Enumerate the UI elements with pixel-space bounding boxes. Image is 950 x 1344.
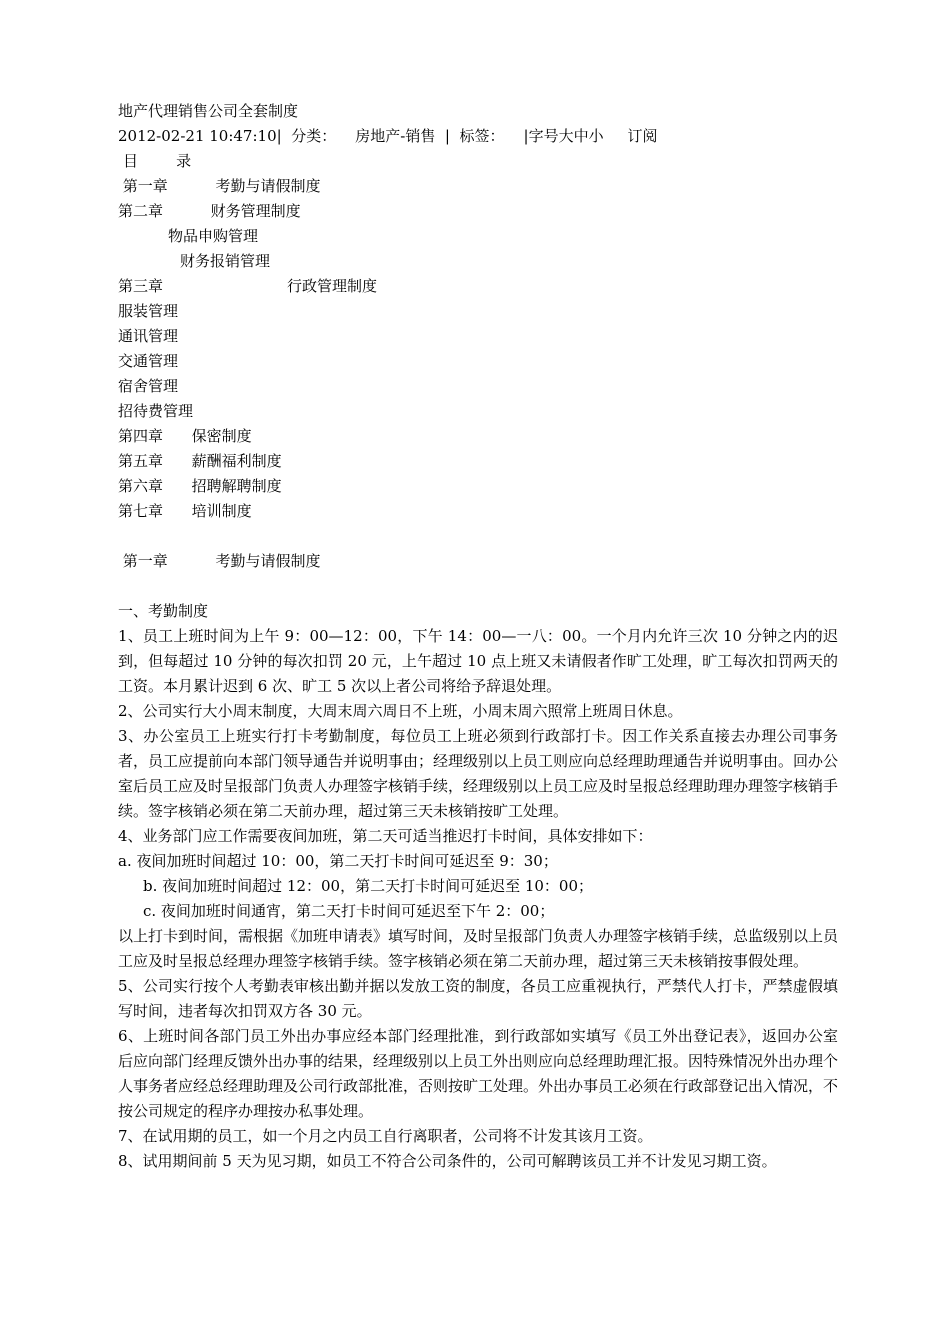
chapter-heading: 第一章 考勤与请假制度 (118, 552, 321, 570)
toc-item: 物品申购管理 (168, 227, 259, 245)
document-title: 地产代理销售公司全套制度 (118, 102, 299, 120)
toc-heading: 目 录 (123, 152, 192, 170)
list-item: a. 夜间加班时间超过 10：00，第二天打卡时间可延迟至 9：30； (118, 852, 558, 870)
paragraph: 4、业务部门应工作需要夜间加班，第二天可适当推迟打卡时间，具体安排如下： (118, 827, 653, 845)
toc-item: 第六章 招聘解聘制度 (118, 477, 282, 495)
toc-item: 通讯管理 (118, 327, 179, 345)
toc-item: 交通管理 (118, 352, 179, 370)
toc-item: 第五章 薪酬福利制度 (118, 452, 282, 470)
paragraph: 3、办公室员工上班实行打卡考勤制度，每位员工上班必须到行政部打卡。因工作关系直接去办理公司事务者，员工应提前向本部门领导通告并说明事由；经理级别以上员工则应向总经理助理通告并说明事由。回办公室后员工应及时呈报部门负责人办理签字核销手续，经理级别以上员工应及时呈报总经理助理办理签字核销手续。签字核销必须在第二天前办理，超过第三天未核销按旷工处理。 (118, 727, 839, 820)
toc-item: 招待费管理 (118, 402, 194, 420)
paragraph: 以上打卡到时间，需根据《加班申请表》填写时间，及时呈报部门负责人办理签字核销手续，总监级别以上员工应及时呈报总经理办理签字核销手续。签字核销必须在第二天前办理，超过第三天未核销按事假处理。 (118, 927, 839, 970)
toc-item: 宿舍管理 (118, 377, 179, 395)
toc-item: 第四章 保密制度 (118, 427, 252, 445)
section-heading: 一、考勤制度 (118, 602, 209, 620)
toc-item: 第一章 考勤与请假制度 (118, 177, 321, 195)
toc-item: 财务报销管理 (180, 252, 271, 270)
paragraph: 1、员工上班时间为上午 9：00—12：00，下午 14：00—一八：00。一个月内允许三次 10 分钟之内的迟到，但每超过 10 分钟的每次扣罚 20 元，上午超过 10 点上班又未请假者作旷工处理，旷工每次扣罚两天的工资。本月累计迟到 6 次、旷工 5 次以上者公司将给予辞退处理。 (118, 627, 838, 695)
paragraph: 6、上班时间各部门员工外出办事应经本部门经理批准，到行政部如实填写《员工外出登记表》，返回办公室后应向部门经理反馈外出办事的结果，经理级别以上员工外出则应向总经理助理汇报。因特殊情况外出办理个人事务者应经总经理助理及公司行政部批准，否则按旷工处理。外出办事员工必须在行政部登记出入情况，不按公司规定的程序办理按办私事处理。 (118, 1027, 839, 1120)
paragraph: 5、公司实行按个人考勤表审核出勤并据以发放工资的制度，各员工应重视执行，严禁代人打卡，严禁虚假填写时间，违者每次扣罚双方各 30 元。 (118, 977, 838, 1020)
paragraph: 2、公司实行大小周末制度，大周末周六周日不上班，小周末周六照常上班周日休息。 (118, 702, 683, 720)
list-item: b. 夜间加班时间超过 12：00，第二天打卡时间可延迟至 10：00； (143, 877, 594, 895)
list-item: c. 夜间加班时间通宵，第二天打卡时间可延迟至下午 2：00； (143, 902, 555, 920)
toc-item: 第三章 行政管理制度 (118, 277, 377, 295)
toc-item: 第二章 财务管理制度 (118, 202, 301, 220)
paragraph: 7、在试用期的员工，如一个月之内员工自行离职者，公司将不计发其该月工资。 (118, 1127, 653, 1145)
document-page (118, 99, 838, 1174)
toc-item: 服装管理 (118, 302, 179, 320)
document-meta-line: 2012-02-21 10:47:10| 分类： 房地产-销售 | 标签： |字号大中小 订阅 (118, 127, 658, 145)
paragraph: 8、试用期间前 5 天为见习期，如员工不符合公司条件的，公司可解聘该员工并不计发见习期工资。 (118, 1152, 777, 1170)
toc-item: 第七章 培训制度 (118, 502, 252, 520)
spacer (118, 524, 838, 549)
spacer (118, 574, 838, 599)
